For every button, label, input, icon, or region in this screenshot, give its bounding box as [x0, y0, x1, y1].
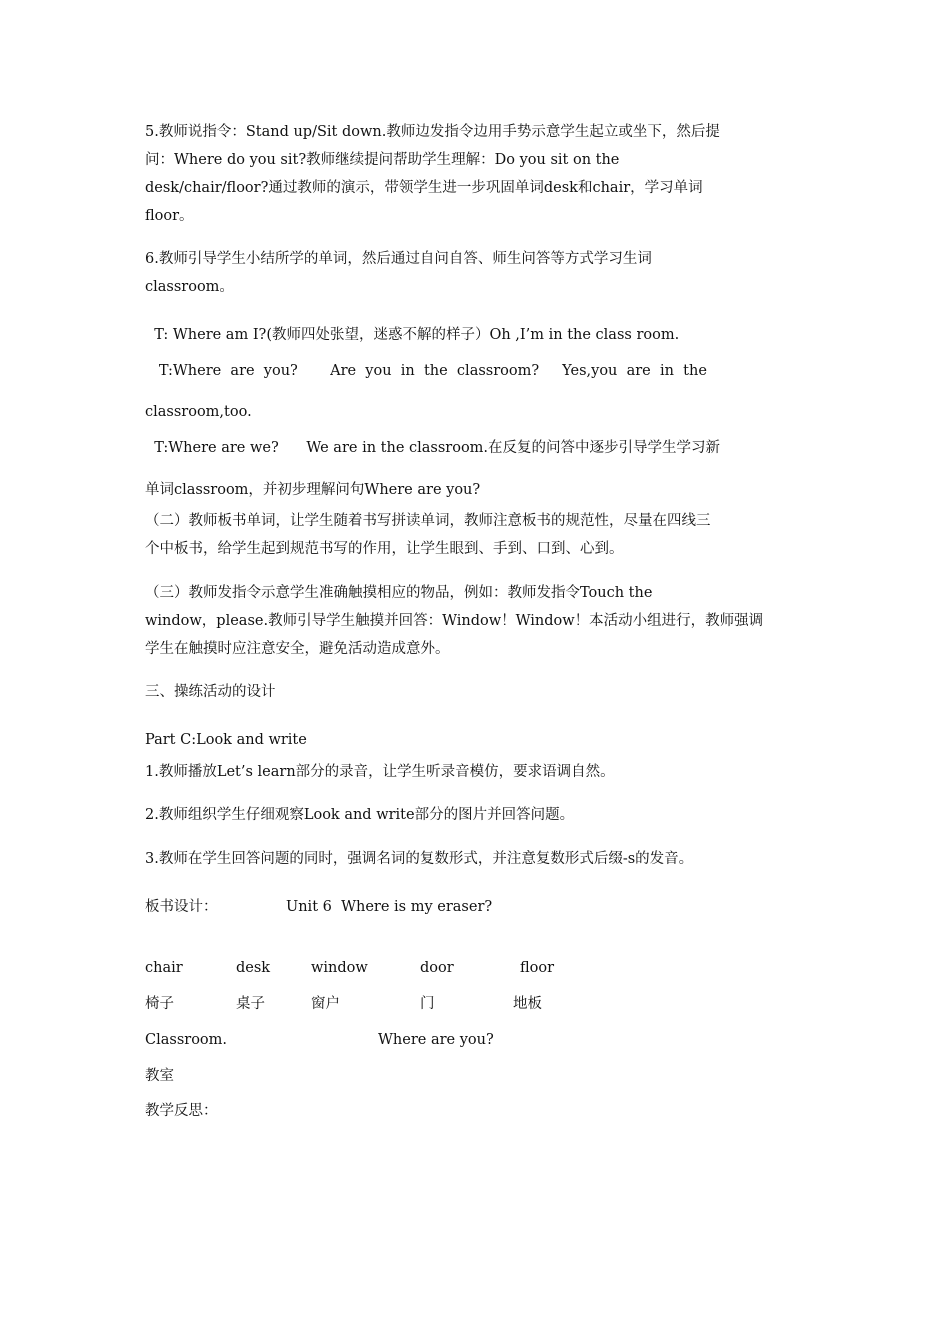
board-heading-label: 板书设计： [145, 899, 218, 915]
dialogue-line: classroom,too. [145, 404, 252, 420]
text-line: （三）教师发指令示意学生准确触摸相应的物品，例如：教师发指令Touch the [145, 585, 653, 601]
dialogue-line: T: Where am I?(教师四处张望，迷惑不解的样子）Oh ,I’m in the class room. [145, 327, 680, 343]
board-word-zh: 桌子 [236, 996, 265, 1012]
text-line: 单词classroom，并初步理解问句Where are you? [145, 482, 481, 498]
text-line: desk/chair/floor?通过教师的演示，带领学生进一步巩固单词desk和chair，学习单词 [145, 180, 703, 196]
text-line: 6.教师引导学生小结所学的单词，然后通过自问自答、师生问答等方式学习生词 [145, 251, 652, 267]
board-word-en: chair [145, 960, 183, 976]
board-word-zh: 窗户 [311, 996, 340, 1012]
text-line: 1.教师播放Let’s learn部分的录音，让学生听录音模仿，要求语调自然。 [145, 764, 615, 780]
board-word-en: desk [236, 960, 271, 976]
board-word-zh: 椅子 [145, 996, 174, 1012]
text-line: 5.教师说指令：Stand up/Sit down.教师边发指令边用手势示意学生起立或坐下，然后提 [145, 124, 720, 140]
text-line: 学生在触摸时应注意安全，避免活动造成意外。 [145, 641, 450, 657]
text-line: window，please.教师引导学生触摸并回答：Window！Window！本活动小组进行，教师强调 [145, 613, 764, 629]
text-line: classroom。 [145, 279, 234, 295]
board-classroom-en: Classroom. [145, 1032, 228, 1048]
board-word-en: floor [520, 960, 555, 976]
text-line: 2.教师组织学生仔细观察Look and write部分的图片并回答问题。 [145, 807, 575, 823]
text-line: （二）教师板书单词，让学生随着书写拼读单词，教师注意板书的规范性，尽量在四线三 [145, 513, 711, 529]
board-word-zh: 门 [420, 996, 435, 1012]
board-word-en: window [311, 960, 368, 976]
text-line: Part C:Look and write [145, 732, 307, 748]
dialogue-line: T:Where are you? Are you in the classroom? Yes,you are in the [145, 363, 707, 379]
text-line: floor。 [145, 208, 194, 224]
text-line: 个中板书，给学生起到规范书写的作用，让学生眼到、手到、口到、心到。 [145, 541, 624, 557]
reflection-label: 教学反思： [145, 1103, 218, 1119]
board-word-zh: 地板 [513, 996, 542, 1012]
board-word-en: door [420, 960, 454, 976]
board-where-question: Where are you? [378, 1032, 494, 1048]
text-line: 问：Where do you sit?教师继续提问帮助学生理解：Do you sit on the [145, 152, 620, 168]
dialogue-line: T:Where are we? We are in the classroom.在反复的问答中逐步引导学生学习新 [145, 440, 721, 456]
text-line: 3.教师在学生回答问题的同时，强调名词的复数形式，并注意复数形式后缀-s的发音。 [145, 851, 694, 867]
board-classroom-zh: 教室 [145, 1068, 174, 1084]
section-heading: 三、操练活动的设计 [145, 684, 276, 700]
board-heading-title: Unit 6 Where is my eraser? [286, 899, 493, 915]
